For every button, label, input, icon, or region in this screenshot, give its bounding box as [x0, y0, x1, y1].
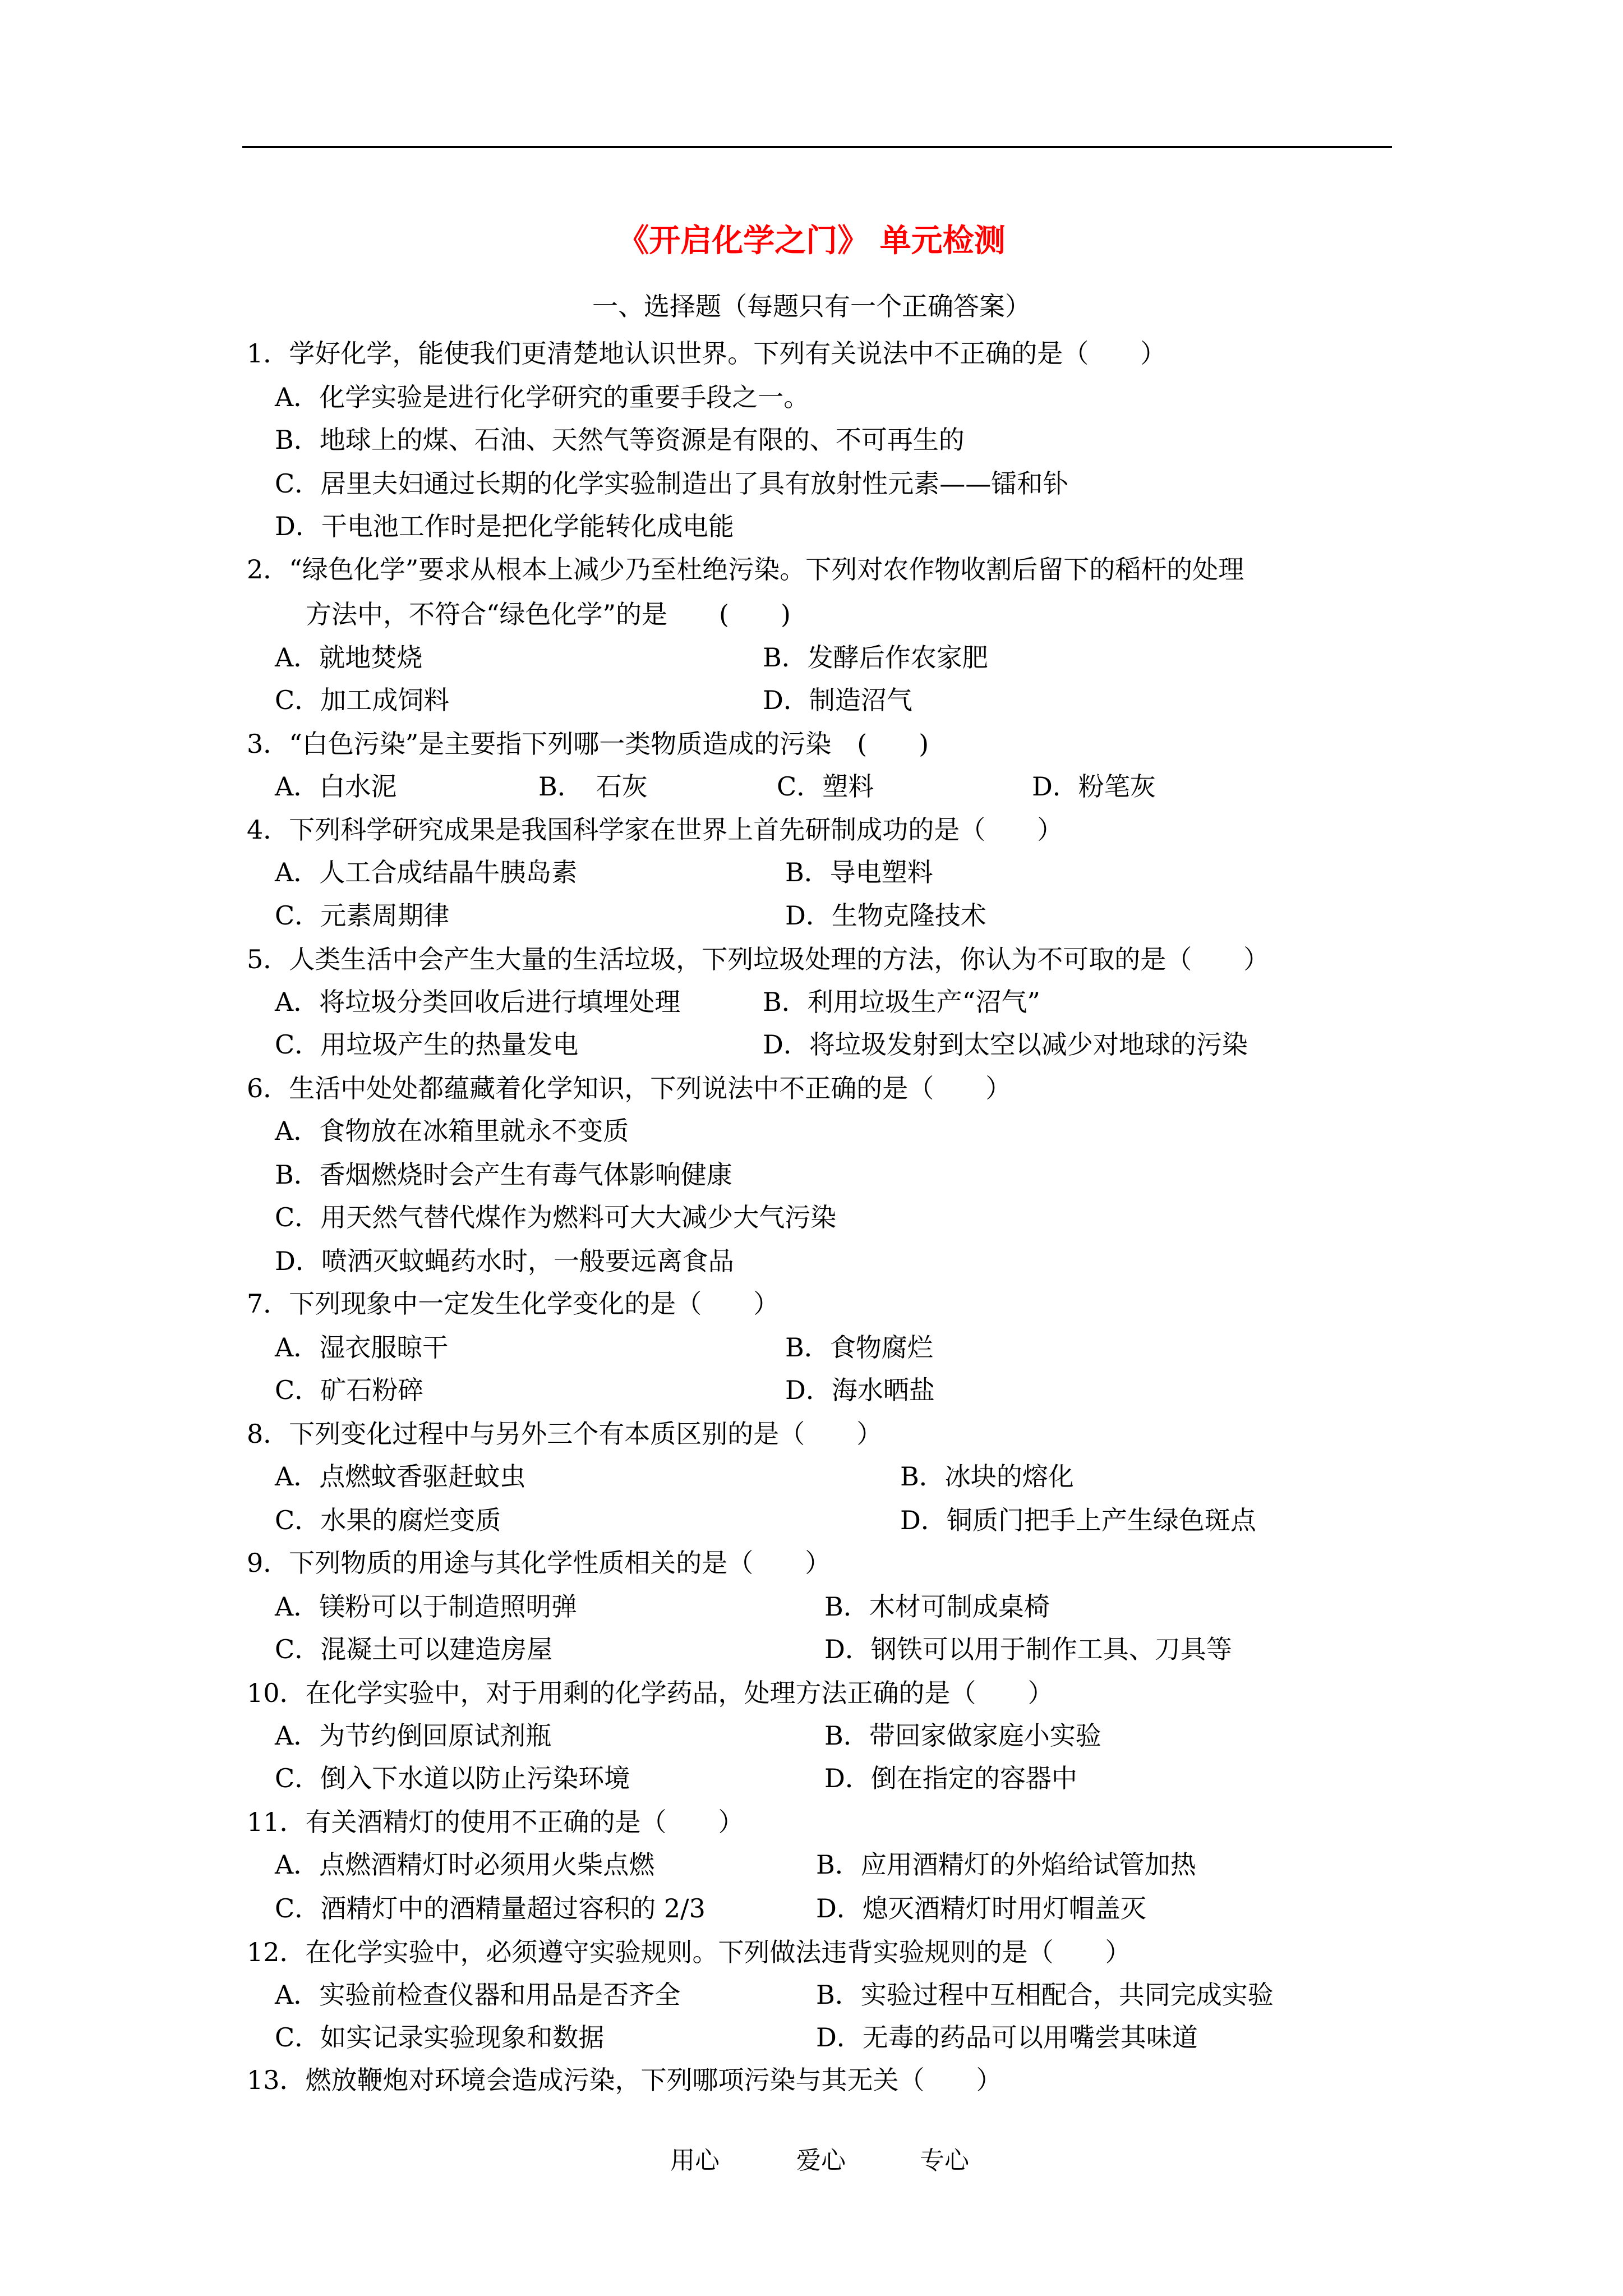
question-8-stem: 8．下列变化过程中与另外三个有本质区别的是（ ）	[247, 1419, 883, 1449]
header-rule	[242, 146, 1392, 148]
question-1-option: D．干电池工作时是把化学能转化成电能	[275, 511, 734, 541]
question-7-option: D．海水晒盐	[785, 1375, 935, 1405]
question-10-stem: 10．在化学实验中，对于用剩的化学药品，处理方法正确的是（ ）	[247, 1678, 1054, 1708]
question-10-option: A．为节约倒回原试剂瓶	[275, 1720, 552, 1751]
question-2-option: A．就地焚烧	[275, 642, 423, 673]
question-6-option: A．食物放在冰箱里就永不变质	[275, 1116, 629, 1146]
question-5-option: D．将垃圾发射到太空以减少对地球的污染	[763, 1029, 1248, 1060]
question-12-option: B．实验过程中互相配合，共同完成实验	[816, 1980, 1274, 2010]
question-2-option: D．制造沼气	[763, 685, 912, 715]
question-3-stem: 3．“白色污染”是主要指下列哪一类物质造成的污染 ( )	[247, 729, 929, 759]
footer-text-1: 用心	[670, 2146, 720, 2175]
question-1-option: A．化学实验是进行化学研究的重要手段之一。	[275, 382, 810, 412]
question-12-option: C．如实记录实验现象和数据	[275, 2022, 605, 2053]
question-9-option: C．混凝土可以建造房屋	[275, 1634, 553, 1664]
question-6-option: C．用天然气替代煤作为燃料可大大减少大气污染	[275, 1202, 837, 1232]
question-4-option: C．元素周期律	[275, 900, 450, 931]
question-7-option: A．湿衣服晾干	[275, 1332, 449, 1363]
question-8-option: B．冰块的熔化	[900, 1461, 1074, 1492]
question-5-option: A．将垃圾分类回收后进行填埋处理	[275, 987, 681, 1017]
page-title: 《开启化学之门》 单元检测	[617, 222, 1006, 259]
question-10-option: B．带回家做家庭小实验	[824, 1720, 1101, 1751]
question-8-option: C．水果的腐烂变质	[275, 1505, 501, 1535]
question-1-option: C．居里夫妇通过长期的化学实验制造出了具有放射性元素——镭和钋	[275, 468, 1069, 499]
question-9-option: D．钢铁可以用于制作工具、刀具等	[824, 1634, 1232, 1664]
question-7-option: C．矿石粉碎	[275, 1375, 424, 1405]
question-3-option: C．塑料	[777, 771, 874, 802]
question-8-option: A．点燃蚊香驱赶蚊虫	[275, 1461, 526, 1492]
question-2-stem: 方法中，不符合“绿色化学”的是 ( )	[306, 599, 791, 629]
question-4-option: D．生物克隆技术	[785, 900, 986, 931]
question-5-option: C．用垃圾产生的热量发电	[275, 1029, 579, 1060]
question-2-option: B．发酵后作农家肥	[763, 642, 988, 673]
question-9-option: A．镁粉可以于制造照明弹	[275, 1591, 578, 1622]
question-10-option: C．倒入下水道以防止污染环境	[275, 1763, 630, 1793]
question-12-option: A．实验前检查仪器和用品是否齐全	[275, 1980, 681, 2010]
question-10-option: D．倒在指定的容器中	[824, 1763, 1077, 1793]
question-2-option: C．加工成饲料	[275, 685, 450, 715]
question-9-option: B．木材可制成桌椅	[824, 1591, 1050, 1622]
question-11-option: A．点燃酒精灯时必须用火柴点燃	[275, 1849, 655, 1880]
question-7-option: B．食物腐烂	[785, 1332, 933, 1363]
footer-text-3: 专心	[920, 2146, 969, 2175]
question-11-option: B．应用酒精灯的外焰给试管加热	[816, 1849, 1196, 1880]
question-6-stem: 6．生活中处处都蕴藏着化学知识，下列说法中不正确的是（ ）	[247, 1073, 1012, 1103]
question-5-stem: 5．人类生活中会产生大量的生活垃圾，下列垃圾处理的方法，你认为不可取的是（ ）	[247, 944, 1270, 974]
question-11-option: C．酒精灯中的酒精量超过容积的 2/3	[275, 1893, 706, 1924]
question-4-option: A．人工合成结晶牛胰岛素	[275, 857, 578, 887]
question-11-option: D．熄灭酒精灯时用灯帽盖灭	[816, 1893, 1146, 1924]
question-9-stem: 9．下列物质的用途与其化学性质相关的是（ ）	[247, 1548, 831, 1578]
question-5-option: B．利用垃圾生产“沼气”	[763, 987, 1040, 1017]
question-1-option: B．地球上的煤、石油、天然气等资源是有限的、不可再生的	[275, 425, 965, 455]
question-6-option: D．喷洒灭蚊蝇药水时，一般要远离食品	[275, 1246, 734, 1276]
question-3-option: D．粉笔灰	[1032, 771, 1156, 802]
question-7-stem: 7．下列现象中一定发生化学变化的是（ ）	[247, 1289, 780, 1319]
question-1-stem: 1．学好化学，能使我们更清楚地认识世界。下列有关说法中不正确的是（ ）	[247, 338, 1166, 369]
question-12-stem: 12．在化学实验中，必须遵守实验规则。下列做法违背实验规则的是（ ）	[247, 1937, 1131, 1967]
question-12-option: D．无毒的药品可以用嘴尝其味道	[816, 2022, 1198, 2053]
question-8-option: D．铜质门把手上产生绿色斑点	[900, 1505, 1256, 1535]
question-11-stem: 11．有关酒精灯的使用不正确的是（ ）	[247, 1807, 744, 1837]
question-3-option: B． 石灰	[538, 771, 648, 802]
question-2-stem: 2．“绿色化学”要求从根本上减少乃至杜绝污染。下列对农作物收割后留下的稻杆的处理	[247, 554, 1244, 585]
question-4-stem: 4．下列科学研究成果是我国科学家在世界上首先研制成功的是（ ）	[247, 815, 1063, 845]
question-3-option: A．白水泥	[275, 771, 397, 802]
question-4-option: B．导电塑料	[785, 857, 933, 887]
section-heading: 一、选择题（每题只有一个正确答案）	[592, 291, 1031, 321]
question-13-stem: 13．燃放鞭炮对环境会造成污染，下列哪项污染与其无关（ ）	[247, 2065, 1002, 2095]
footer-text-2: 爱心	[796, 2146, 846, 2175]
question-6-option: B．香烟燃烧时会产生有毒气体影响健康	[275, 1159, 732, 1190]
